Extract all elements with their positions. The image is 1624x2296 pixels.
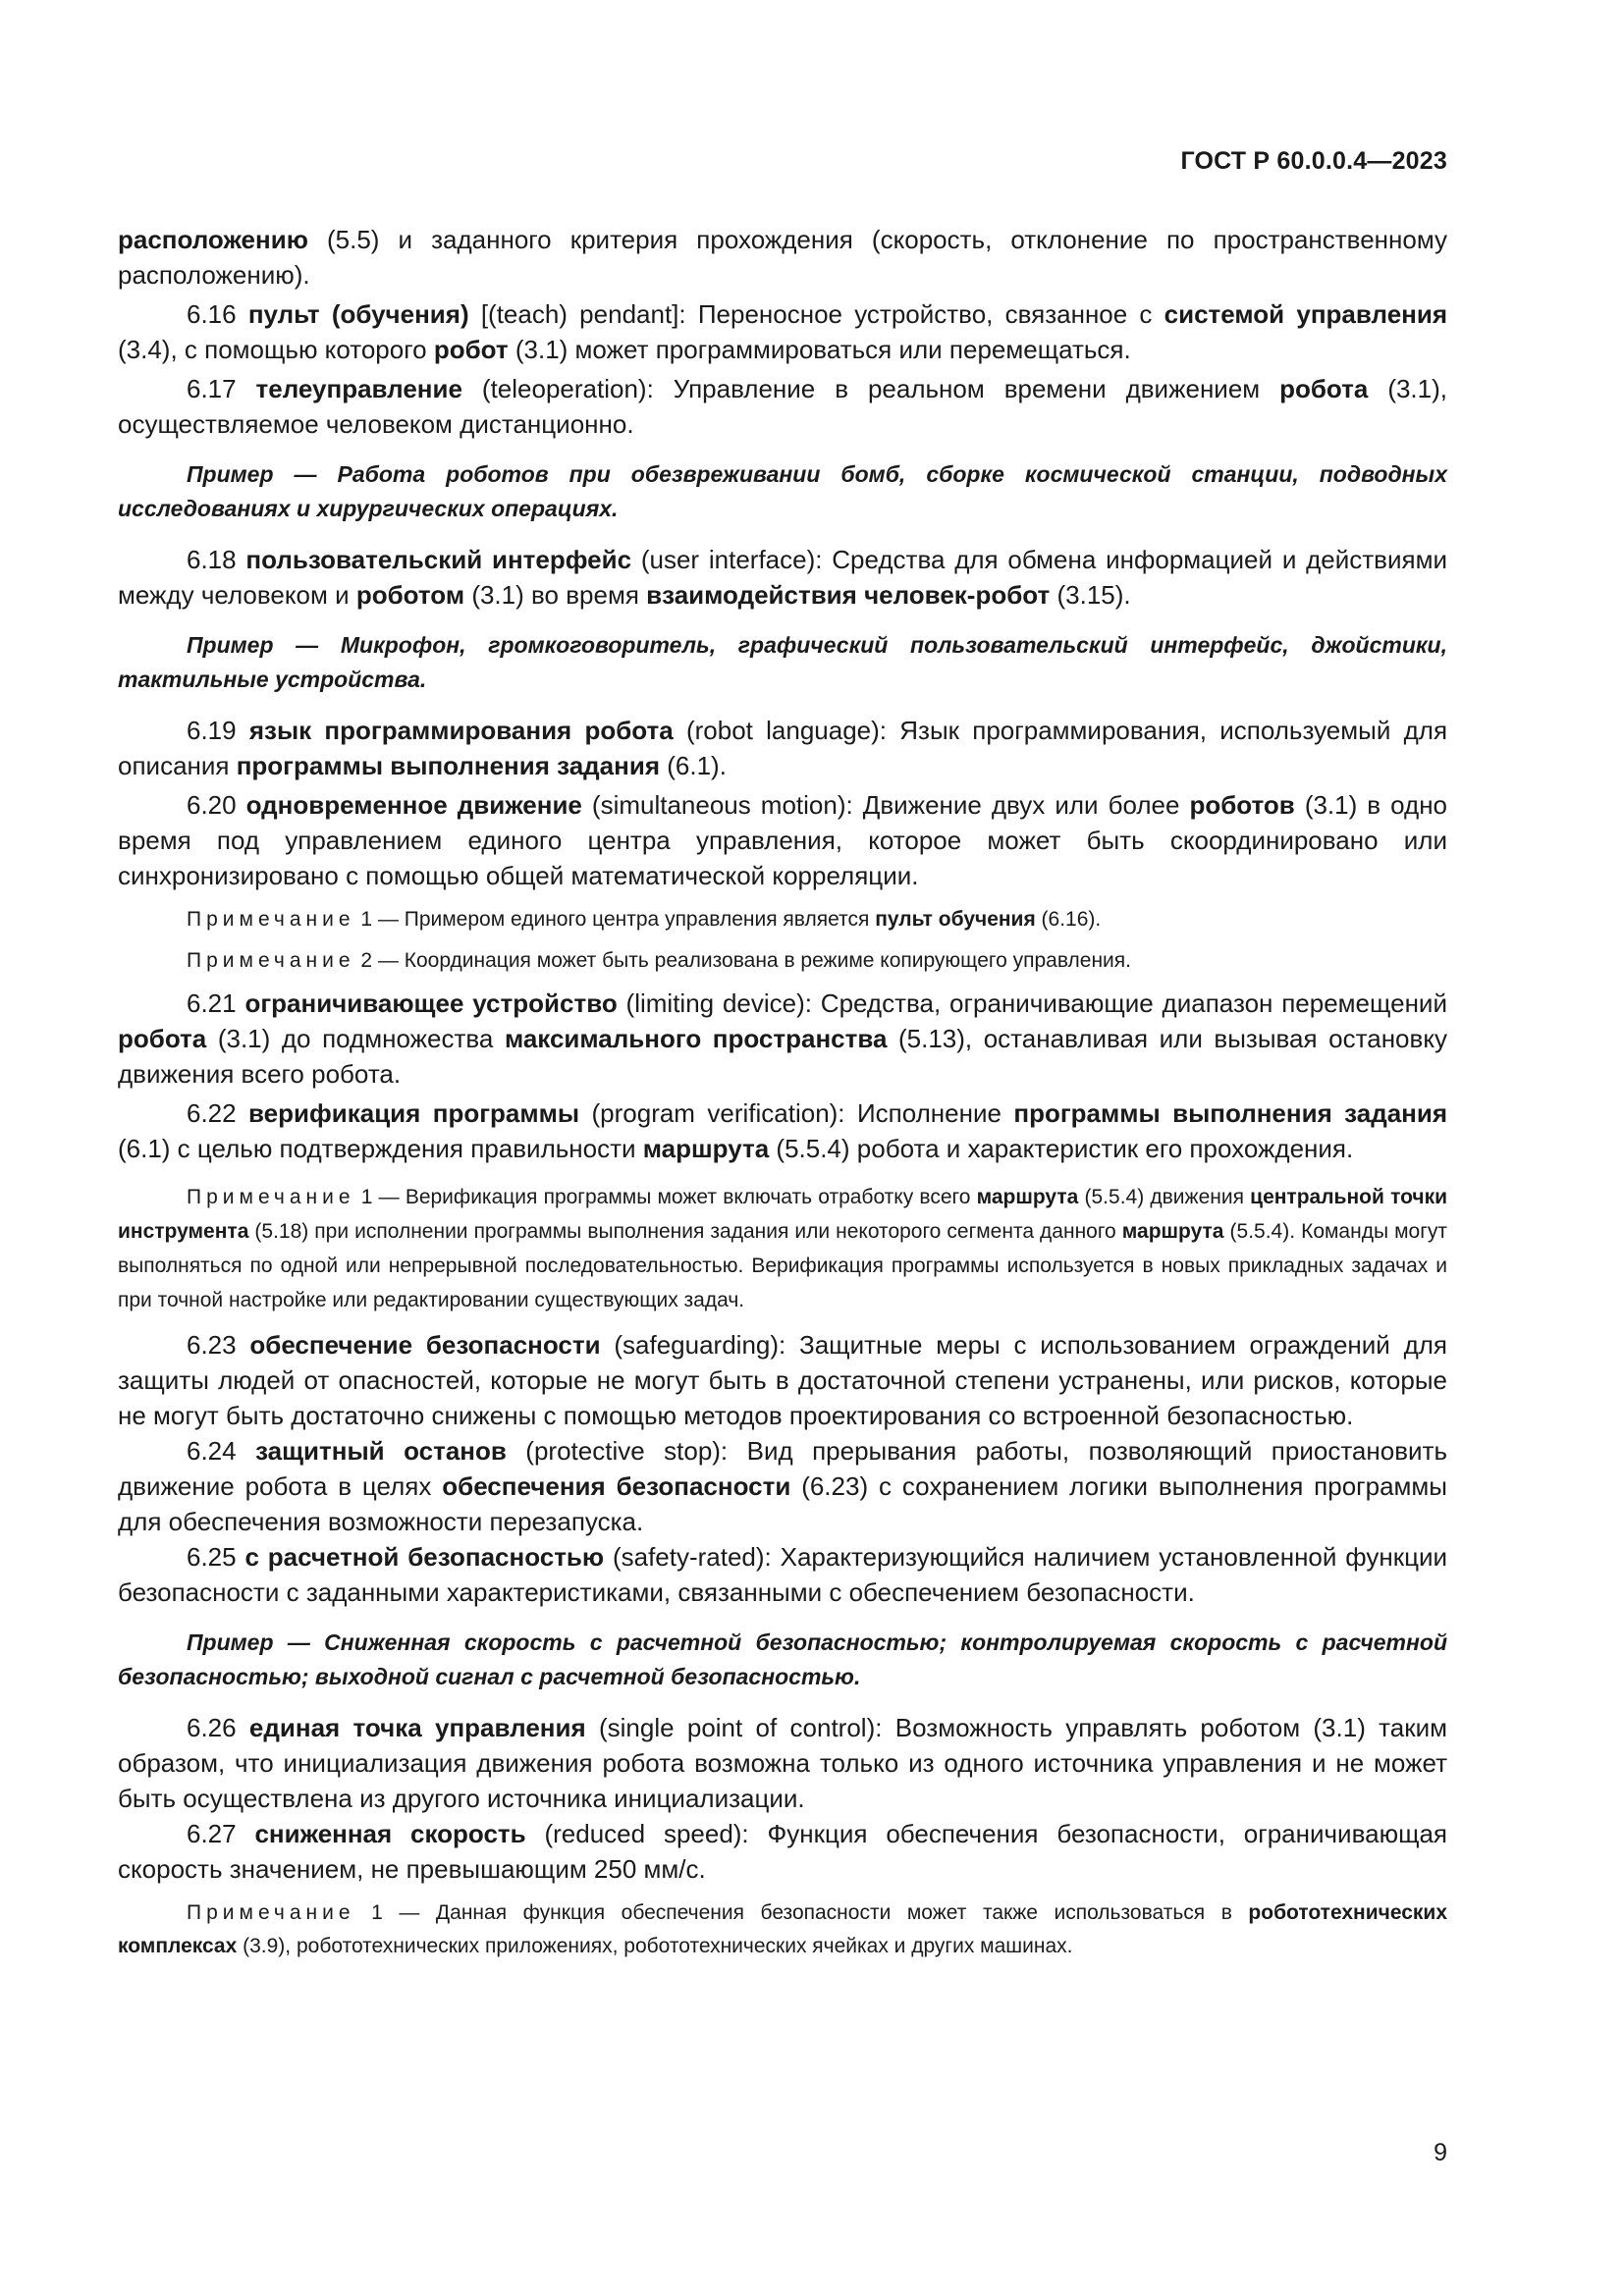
- term-title: сниженная скорость: [254, 1819, 526, 1848]
- term-ref: центральной точки инструмента: [118, 1186, 1448, 1243]
- term-ref: максимального пространства: [504, 1024, 888, 1053]
- term-ref: взаимодействия человек-робот: [646, 580, 1051, 610]
- term-title: пользовательский интерфейс: [245, 545, 632, 574]
- text-run: (5.5) и заданного критерия прохождения (скорость, отклонение по пространственному расположению).: [118, 225, 1447, 290]
- term-ref: маршрута: [642, 1134, 770, 1163]
- term-number: 6.27: [187, 1819, 255, 1848]
- term-ref: роботов: [1189, 790, 1295, 820]
- term-ref: робота: [118, 1024, 207, 1053]
- document-body: [118, 222, 1447, 1971]
- example-6-25: Пример — Сниженная скорость с расчетной безопасностью; контролируемая скорость с расчетной безопасностью; выходной сигнал с расчетной безопасностью.: [118, 1629, 1447, 1689]
- term-6-22: [118, 1095, 1447, 1166]
- term-title: ограничивающее устройство: [244, 988, 618, 1018]
- text-run: (safety-rated): Характеризующийся наличием установленной функции безопасности с заданными характеристиками, связанными с обеспечением безопасности.: [118, 1542, 1448, 1607]
- text-run: (3.1), осуществляемое человеком дистанционно.: [118, 374, 1447, 439]
- text-run: (6.16).: [1035, 908, 1102, 931]
- text-run: (3.1) во время: [464, 580, 647, 610]
- term-ref: пульт обучения: [875, 908, 1036, 931]
- text-run: (program verification): Исполнение: [579, 1098, 1014, 1128]
- example-6-18: Пример — Микрофон, громкоговоритель, графический пользовательский интерфейс, джойстики, тактильные устройства.: [118, 632, 1447, 692]
- text-run: (3.1) может программироваться или перемещаться.: [508, 335, 1131, 364]
- text-run: 2 — Координация может быть реализована в режиме копирующего управления.: [354, 949, 1131, 972]
- text-run: (3.1) в одно время под управлением единого центра управления, которое может быть скоординировано или синхронизировано с помощью общей математической корреляции.: [118, 790, 1448, 890]
- term-title: язык программирования робота: [248, 716, 674, 745]
- term-number: 6.19: [187, 716, 249, 745]
- text-run: (3.15).: [1050, 580, 1131, 610]
- text-run: (3.4), с помощью которого: [118, 335, 434, 364]
- example-6-17: Пример — Работа роботов при обезвреживании бомб, сборке космической станции, подводных исследованиях и хирургических операциях.: [118, 461, 1447, 521]
- text-run: (6.1) с целью подтверждения правильности: [118, 1134, 643, 1163]
- term-ref: робототехнических комплексах: [118, 1901, 1447, 1957]
- note-label: Примечание: [187, 1901, 355, 1924]
- term-number: 6.23: [187, 1330, 250, 1360]
- term-title: телеуправление: [255, 374, 462, 403]
- term-number: 6.26: [187, 1713, 249, 1742]
- text-run: 1 — Примером единого центра управления является: [354, 908, 876, 931]
- term-6-27: [118, 1816, 1447, 1887]
- term-number: 6.20: [187, 790, 246, 820]
- text-run: (5.5.4) движения: [1078, 1186, 1251, 1208]
- term-ref: робот: [433, 335, 509, 364]
- text-run: 1 — Верификация программы может включать отработку всего: [354, 1186, 977, 1208]
- term-title: защитный останов: [255, 1436, 507, 1466]
- note-6-22-1: [118, 1180, 1447, 1317]
- term-6-17: [118, 371, 1447, 442]
- term-6-20: [118, 787, 1447, 893]
- term-ref: системой управления: [1164, 299, 1448, 329]
- term-title: обеспечение безопасности: [249, 1330, 601, 1360]
- term-6-23: [118, 1327, 1447, 1433]
- text-run: 1 — Данная функция обеспечения безопасности может также использоваться в: [354, 1901, 1249, 1924]
- note-label: Примечание: [187, 908, 355, 931]
- text-run: (6.1).: [660, 751, 727, 780]
- text-run: (limiting device): Средства, ограничивающие диапазон перемещений: [617, 988, 1447, 1018]
- text-run: (5.5.4). Команды могут выполняться по одной или непрерывной последовательностью. Верификация программы используется в новых прикладных задачах и при точной настройке или редактировании существующих задач.: [118, 1220, 1447, 1311]
- text-run: (simultaneous motion): Движение двух или более: [581, 790, 1190, 820]
- term-number: 6.16: [187, 299, 248, 329]
- document-code-header: ГОСТ Р 60.0.0.4—2023: [1180, 147, 1447, 175]
- text-run: (teleoperation): Управление в реальном времени движением: [461, 374, 1280, 403]
- term-ref: обеспечения безопасности: [442, 1471, 791, 1501]
- text-run: (single point of control): Возможность управлять роботом (3.1) таким образом, что инициализация движения робота возможна только из одного источника управления и не может быть осуществлена из другого источника инициализации.: [118, 1713, 1448, 1813]
- text-run: (5.5.4) робота и характеристик его прохождения.: [769, 1134, 1354, 1163]
- term-6-21: [118, 986, 1447, 1092]
- text-run: (safeguarding): Защитные меры с использованием ограждений для защиты людей от опасностей, которые не могут быть в достаточной степени устранены, или рисков, которые не могут быть достаточно снижены с помощью методов проектирования со встроенной безопасностью.: [118, 1330, 1448, 1430]
- term-bold: расположению: [118, 225, 308, 254]
- term-title: одновременное движение: [245, 790, 582, 820]
- term-number: 6.18: [187, 545, 246, 574]
- text-run: (6.23) с сохранением логики выполнения программы для обеспечения возможности перезапуска.: [118, 1471, 1447, 1536]
- term-number: 6.17: [187, 374, 256, 403]
- text-run: (5.18) при исполнении программы выполнения задания или некоторого сегмента данного: [248, 1220, 1122, 1243]
- term-ref: робота: [1279, 374, 1369, 403]
- text-run: [(teach) pendant]: Переносное устройство, связанное с: [468, 299, 1164, 329]
- term-number: 6.21: [187, 988, 245, 1018]
- text-run: (user interface): Средства для обмена информацией и действиями между человеком и: [118, 545, 1447, 610]
- term-title: единая точка управления: [248, 1713, 586, 1742]
- text-run: (robot language): Язык программирования, используемый для описания: [118, 716, 1448, 780]
- note-6-20-1: [118, 903, 1447, 936]
- page-number: 9: [1434, 2139, 1447, 2166]
- note-6-27-1: [118, 1896, 1447, 1963]
- term-ref: маршрута: [1121, 1220, 1224, 1243]
- term-6-19: [118, 713, 1447, 783]
- term-number: 6.22: [187, 1098, 249, 1128]
- term-title: верификация программы: [248, 1098, 580, 1128]
- term-6-24: [118, 1433, 1447, 1539]
- term-6-16: [118, 296, 1447, 367]
- term-title: с расчетной безопасностью: [244, 1542, 605, 1572]
- term-title: пульт (обучения): [247, 299, 469, 329]
- term-6-26: [118, 1710, 1447, 1816]
- text-run: (3.1) до подмножества: [206, 1024, 505, 1053]
- term-number: 6.25: [187, 1542, 245, 1572]
- text-run: (reduced speed): Функция обеспечения безопасности, ограничивающая скорость значением, не превышающим 250 мм/с.: [118, 1819, 1447, 1884]
- text-run: (3.9), робототехнических приложениях, робототехнических ячейках и других машинах.: [237, 1935, 1073, 1957]
- note-label: Примечание: [187, 949, 355, 972]
- term-ref: программы выполнения задания: [236, 751, 661, 780]
- term-ref: маршрута: [976, 1186, 1079, 1208]
- text-run: (protective stop): Вид прерывания работы, позволяющий приостановить движение робота в целях: [118, 1436, 1448, 1501]
- term-ref: роботом: [355, 580, 465, 610]
- text-run: (5.13), останавливая или вызывая остановку движения всего робота.: [118, 1024, 1447, 1089]
- paragraph-continuation: [118, 222, 1447, 293]
- term-number: 6.24: [187, 1436, 256, 1466]
- term-6-18: [118, 542, 1447, 613]
- term-ref: программы выполнения задания: [1013, 1098, 1448, 1128]
- note-label: Примечание: [187, 1186, 355, 1208]
- note-6-20-2: [118, 944, 1447, 978]
- term-6-25: [118, 1539, 1447, 1610]
